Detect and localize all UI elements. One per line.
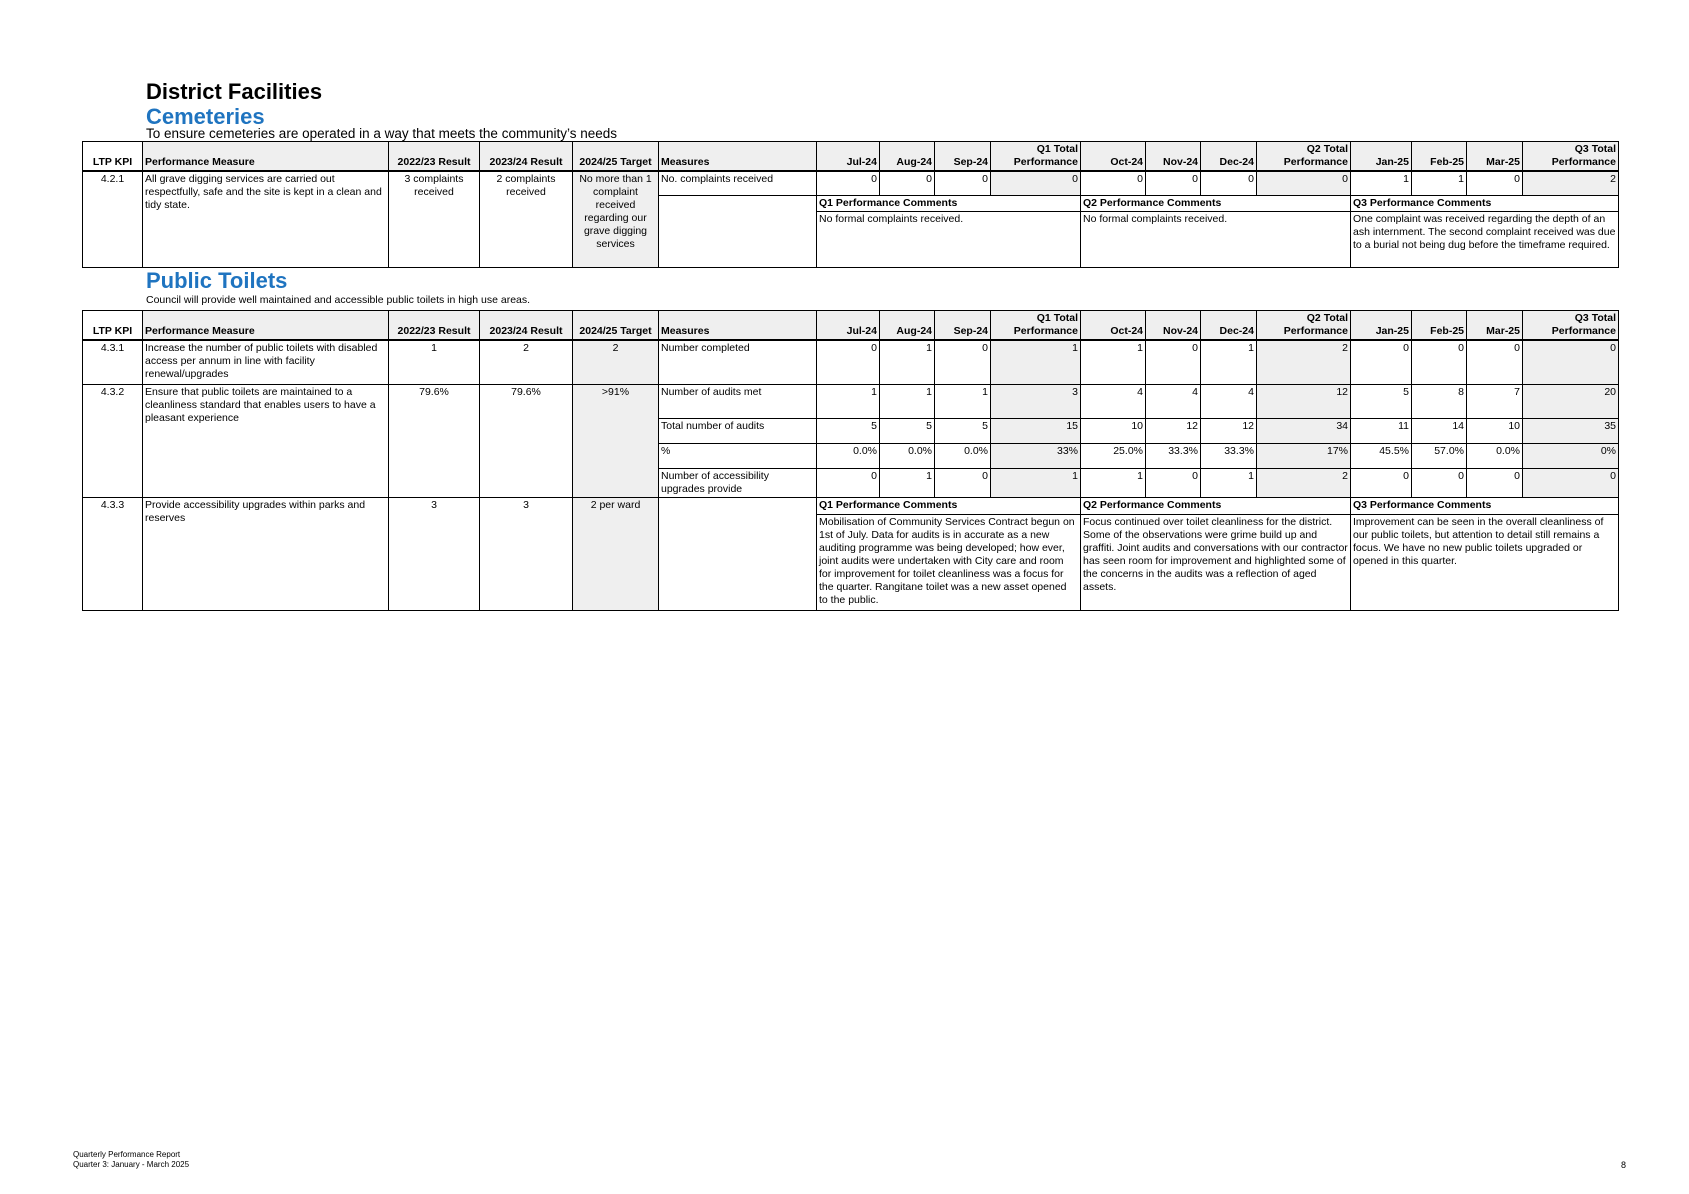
value-q2-total: 34 (1257, 418, 1351, 443)
result-2023-24: 2 (480, 340, 573, 384)
value-sep: 0.0% (935, 443, 991, 468)
value-jul: 0 (817, 171, 880, 195)
value-q1-total: 0 (991, 171, 1081, 195)
performance-measure: Ensure that public toilets are maintained to a cleanliness standard that enables users to have a pleasant experience (143, 384, 389, 497)
header-ltp-kpi: LTP KPI (83, 311, 143, 341)
value-q1-total: 1 (991, 340, 1081, 384)
header-2022-23-result: 2022/23 Result (389, 142, 480, 172)
value-feb: 1 (1412, 171, 1467, 195)
header-dec: Dec-24 (1201, 311, 1257, 341)
value-aug: 0.0% (880, 443, 935, 468)
target-2024-25: >91% (573, 384, 659, 497)
header-feb: Feb-25 (1412, 142, 1467, 172)
target-2024-25: 2 (573, 340, 659, 384)
header-2024-25-target: 2024/25 Target (573, 311, 659, 341)
value-sep: 5 (935, 418, 991, 443)
value-mar: 0 (1467, 340, 1523, 384)
value-mar: 7 (1467, 384, 1523, 418)
value-q3-total: 0 (1523, 468, 1619, 497)
header-jan: Jan-25 (1351, 311, 1412, 341)
kpi-id: 4.3.2 (83, 384, 143, 497)
measure-name: Total number of audits (659, 418, 817, 443)
header-q3-total (1523, 311, 1619, 341)
q1-comment-label: Q1 Performance Comments (817, 195, 1081, 211)
q3-comment: Improvement can be seen in the overall cleanliness of our public toilets, but attention to detail still remains a focus. We have no new public toilets upgraded or opened in this quarter. (1351, 514, 1619, 610)
value-jul: 5 (817, 418, 880, 443)
value-feb: 0 (1412, 468, 1467, 497)
header-q3-line2: Performance (1551, 325, 1616, 337)
footer-quarter: Quarter 3: January - March 2025 (73, 1160, 190, 1169)
value-mar: 0 (1467, 468, 1523, 497)
header-q1-line2: Performance (1013, 156, 1078, 168)
measure-blank (659, 195, 817, 267)
header-2023-24-result: 2023/24 Result (480, 311, 573, 341)
value-jul: 0.0% (817, 443, 880, 468)
header-q3-line1: Q3 Total (1574, 312, 1616, 324)
header-q3-total (1523, 142, 1619, 172)
value-jul: 0 (817, 340, 880, 384)
header-jul: Jul-24 (817, 311, 880, 341)
value-jan: 5 (1351, 384, 1412, 418)
value-q2-total: 12 (1257, 384, 1351, 418)
value-oct: 1 (1081, 468, 1146, 497)
header-2022-23-result: 2022/23 Result (389, 311, 480, 341)
header-oct: Oct-24 (1081, 311, 1146, 341)
target-2024-25: No more than 1 complaint received regarding our grave digging services (573, 171, 659, 267)
header-aug: Aug-24 (880, 311, 935, 341)
value-q3-total: 0% (1523, 443, 1619, 468)
header-performance-measure: Performance Measure (143, 142, 389, 172)
value-feb: 0 (1412, 340, 1467, 384)
kpi-id: 4.3.1 (83, 340, 143, 384)
value-q1-total: 33% (991, 443, 1081, 468)
cemeteries-heading: Cemeteries (146, 104, 265, 129)
result-2022-23: 79.6% (389, 384, 480, 497)
header-q2-line2: Performance (1283, 156, 1348, 168)
value-q1-total: 1 (991, 468, 1081, 497)
measure-blank (659, 497, 817, 610)
public-toilets-table (82, 310, 1619, 611)
page-number: 8 (1621, 1160, 1627, 1170)
value-dec: 0 (1201, 171, 1257, 195)
header-q2-line1: Q2 Total (1306, 143, 1348, 155)
value-sep: 0 (935, 468, 991, 497)
header-q2-total (1257, 311, 1351, 341)
value-oct: 4 (1081, 384, 1146, 418)
value-mar: 0 (1467, 171, 1523, 195)
header-q2-line1: Q2 Total (1306, 312, 1348, 324)
header-jan: Jan-25 (1351, 142, 1412, 172)
value-sep: 0 (935, 340, 991, 384)
value-q2-total: 2 (1257, 340, 1351, 384)
header-feb: Feb-25 (1412, 311, 1467, 341)
value-jan: 0 (1351, 340, 1412, 384)
q3-comment: One complaint was received regarding the depth of an ash internment. The second complaint received was due to a burial not being dug before the timeframe required. (1351, 211, 1619, 267)
value-q1-total: 3 (991, 384, 1081, 418)
value-q1-total: 15 (991, 418, 1081, 443)
value-feb: 14 (1412, 418, 1467, 443)
value-mar: 0.0% (1467, 443, 1523, 468)
performance-measure: Provide accessibility upgrades within parks and reserves (143, 497, 389, 610)
header-q1-line1: Q1 Total (1036, 312, 1078, 324)
header-q1-total (991, 311, 1081, 341)
result-2022-23: 3 (389, 497, 480, 610)
header-2024-25-target: 2024/25 Target (573, 142, 659, 172)
header-q1-line1: Q1 Total (1036, 143, 1078, 155)
q2-comment: Focus continued over toilet cleanliness for the district. Some of the observations were grime build up and graffiti. Joint audits and conversations with our contractor has seen room for improvement and highlighted some of the concerns in the audits was a reflection of aged assets. (1081, 514, 1351, 610)
header-sep: Sep-24 (935, 311, 991, 341)
value-dec: 12 (1201, 418, 1257, 443)
value-sep: 1 (935, 384, 991, 418)
header-nov: Nov-24 (1146, 142, 1201, 172)
header-oct: Oct-24 (1081, 142, 1146, 172)
value-nov: 0 (1146, 340, 1201, 384)
value-q3-total: 20 (1523, 384, 1619, 418)
header-q1-line2: Performance (1013, 325, 1078, 337)
value-jul: 0 (817, 468, 880, 497)
value-oct: 1 (1081, 340, 1146, 384)
value-dec: 1 (1201, 340, 1257, 384)
q3-comment-label: Q3 Performance Comments (1351, 195, 1619, 211)
value-q2-total: 17% (1257, 443, 1351, 468)
value-aug: 5 (880, 418, 935, 443)
header-measures: Measures (659, 311, 817, 341)
value-aug: 1 (880, 384, 935, 418)
header-dec: Dec-24 (1201, 142, 1257, 172)
value-nov: 0 (1146, 468, 1201, 497)
table-row (83, 340, 1619, 384)
footer (73, 1150, 189, 1170)
header-sep: Sep-24 (935, 142, 991, 172)
q1-comment-label: Q1 Performance Comments (817, 497, 1081, 514)
result-2022-23: 1 (389, 340, 480, 384)
value-jan: 45.5% (1351, 443, 1412, 468)
header-2023-24-result: 2023/24 Result (480, 142, 573, 172)
table-header-row (83, 311, 1619, 341)
value-jan: 1 (1351, 171, 1412, 195)
value-nov: 4 (1146, 384, 1201, 418)
value-aug: 0 (880, 171, 935, 195)
table-header-row (83, 142, 1619, 172)
result-2022-23: 3 complaints received (389, 171, 480, 267)
result-2023-24: 3 (480, 497, 573, 610)
header-performance-measure: Performance Measure (143, 311, 389, 341)
kpi-id: 4.2.1 (83, 171, 143, 267)
result-2023-24: 2 complaints received (480, 171, 573, 267)
value-jan: 11 (1351, 418, 1412, 443)
value-dec: 1 (1201, 468, 1257, 497)
value-nov: 0 (1146, 171, 1201, 195)
measure-name: Number of accessibility upgrades provide (659, 468, 817, 497)
table-row (83, 384, 1619, 418)
table-row (83, 171, 1619, 195)
value-q2-total: 0 (1257, 171, 1351, 195)
value-oct: 0 (1081, 171, 1146, 195)
header-nov: Nov-24 (1146, 311, 1201, 341)
header-aug: Aug-24 (880, 142, 935, 172)
header-measures: Measures (659, 142, 817, 172)
public-toilets-heading: Public Toilets (146, 268, 288, 293)
header-q1-total (991, 142, 1081, 172)
value-mar: 10 (1467, 418, 1523, 443)
header-q2-total (1257, 142, 1351, 172)
value-q3-total: 2 (1523, 171, 1619, 195)
header-q2-line2: Performance (1283, 325, 1348, 337)
header-mar: Mar-25 (1467, 311, 1523, 341)
page-title: District Facilities (146, 79, 323, 104)
header-jul: Jul-24 (817, 142, 880, 172)
value-feb: 57.0% (1412, 443, 1467, 468)
target-2024-25: 2 per ward (573, 497, 659, 610)
public-toilets-description: Council will provide well maintained and accessible public toilets in high use areas. (146, 294, 531, 306)
measure-name: Number completed (659, 340, 817, 384)
kpi-id: 4.3.3 (83, 497, 143, 610)
value-jul: 1 (817, 384, 880, 418)
q2-comment-label: Q2 Performance Comments (1081, 195, 1351, 211)
value-dec: 33.3% (1201, 443, 1257, 468)
value-nov: 33.3% (1146, 443, 1201, 468)
value-q3-total: 0 (1523, 340, 1619, 384)
table-row (83, 497, 1619, 514)
cemeteries-description: To ensure cemeteries are operated in a way that meets the community’s needs (146, 126, 617, 141)
header-q3-line2: Performance (1551, 156, 1616, 168)
value-oct: 25.0% (1081, 443, 1146, 468)
q3-comment-label: Q3 Performance Comments (1351, 497, 1619, 514)
value-dec: 4 (1201, 384, 1257, 418)
measure-name: Number of audits met (659, 384, 817, 418)
performance-measure: All grave digging services are carried out respectfully, safe and the site is kept in a clean and tidy state. (143, 171, 389, 267)
performance-measure: Increase the number of public toilets with disabled access per annum in line with facility renewal/upgrades (143, 340, 389, 384)
value-feb: 8 (1412, 384, 1467, 418)
q1-comment: No formal complaints received. (817, 211, 1081, 267)
value-nov: 12 (1146, 418, 1201, 443)
header-q3-line1: Q3 Total (1574, 143, 1616, 155)
header-mar: Mar-25 (1467, 142, 1523, 172)
value-aug: 1 (880, 468, 935, 497)
header-ltp-kpi: LTP KPI (83, 142, 143, 172)
footer-report-title: Quarterly Performance Report (73, 1150, 181, 1159)
value-q3-total: 35 (1523, 418, 1619, 443)
cemeteries-table (82, 141, 1619, 268)
q1-comment: Mobilisation of Community Services Contract begun on 1st of July. Data for audits is in accurate as a new auditing programme was being developed; how ever, joint audits were undertaken with City care and room for improvement for toilet cleanliness was a focus for the quarter. Rangitane toilet was a new asset opened to the public. (817, 514, 1081, 610)
measure-name: No. complaints received (659, 171, 817, 195)
value-q2-total: 2 (1257, 468, 1351, 497)
result-2023-24: 79.6% (480, 384, 573, 497)
value-jan: 0 (1351, 468, 1412, 497)
measure-name: % (659, 443, 817, 468)
value-oct: 10 (1081, 418, 1146, 443)
q2-comment: No formal complaints received. (1081, 211, 1351, 267)
value-sep: 0 (935, 171, 991, 195)
q2-comment-label: Q2 Performance Comments (1081, 497, 1351, 514)
value-aug: 1 (880, 340, 935, 384)
